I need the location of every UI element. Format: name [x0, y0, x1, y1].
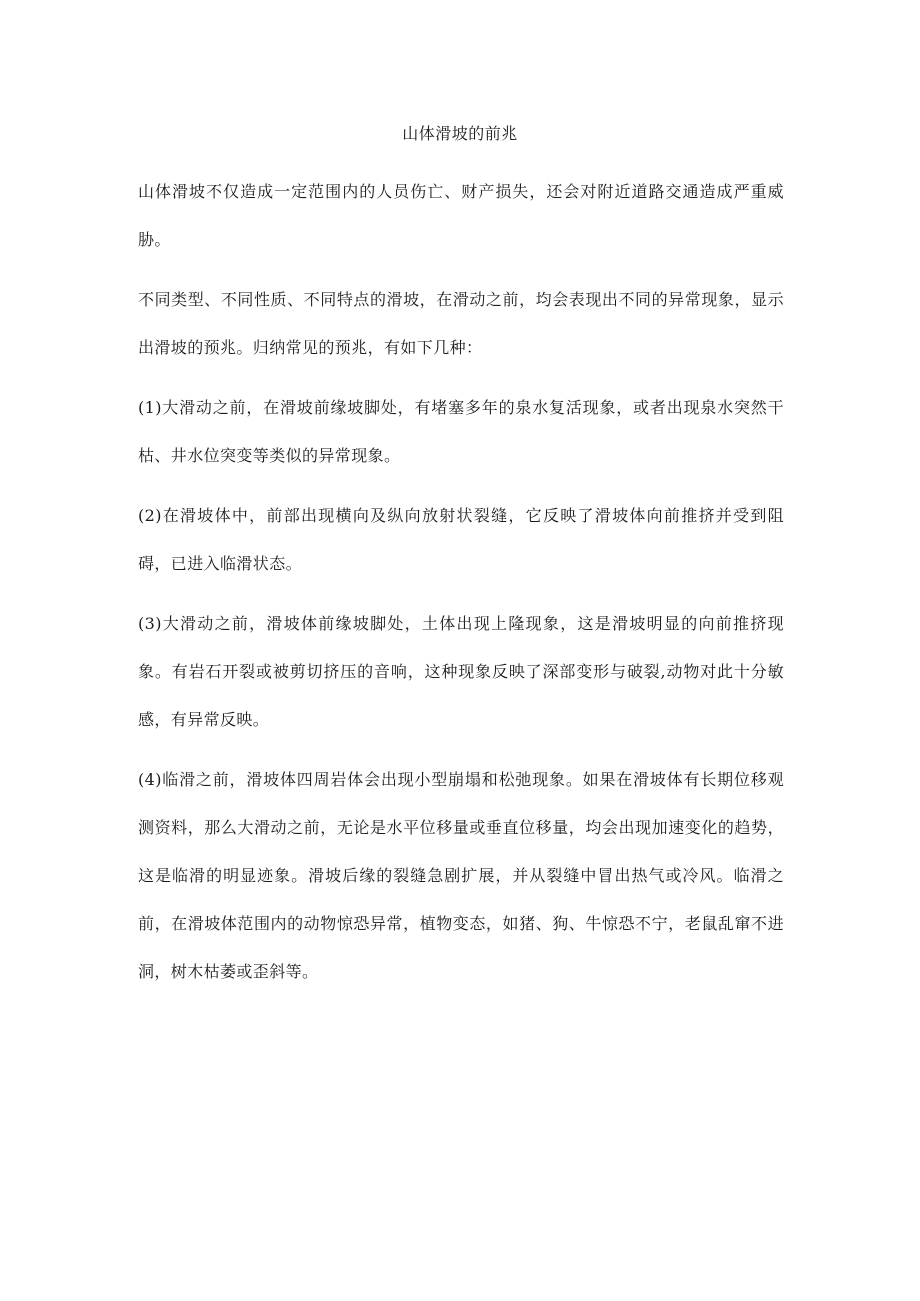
- paragraph-overview: 不同类型、不同性质、不同特点的滑坡，在滑动之前，均会表现出不同的异常现象，显示出滑坡的预兆。归纳常见的预兆，有如下几种：: [138, 290, 784, 357]
- page-title: 山体滑坡的前兆: [402, 124, 518, 143]
- paragraph-sign-3: (3)大滑动之前，滑坡体前缘坡脚处，土体出现上隆现象，这是滑坡明显的向前推挤现象。有岩石开裂或被剪切挤压的音响，这种现象反映了深部变形与破裂,动物对此十分敏感，有异常反映。: [138, 614, 784, 729]
- paragraph-sign-4: (4)临滑之前，滑坡体四周岩体会出现小型崩塌和松弛现象。如果在滑坡体有长期位移观测资料，那么大滑动之前，无论是水平位移量或垂直位移量，均会出现加速变化的趋势，这是临滑的明显迹象。滑坡后缘的裂缝急剧扩展，并从裂缝中冒出热气或冷风。临滑之前，在滑坡体范围内的动物惊恐异常，植物变态，如猪、狗、牛惊恐不宁，老鼠乱窜不进洞，树木枯萎或歪斜等。: [138, 770, 784, 981]
- paragraph-sign-2: (2)在滑坡体中，前部出现横向及纵向放射状裂缝，它反映了滑坡体向前推挤并受到阻碍，已进入临滑状态。: [138, 506, 784, 573]
- paragraph-intro: 山体滑坡不仅造成一定范围内的人员伤亡、财产损失，还会对附近道路交通造成严重威胁。: [138, 182, 784, 249]
- document-body: [138, 168, 784, 1008]
- paragraph-sign-1: (1)大滑动之前，在滑坡前缘坡脚处，有堵塞多年的泉水复活现象，或者出现泉水突然干枯、井水位突变等类似的异常现象。: [138, 398, 784, 465]
